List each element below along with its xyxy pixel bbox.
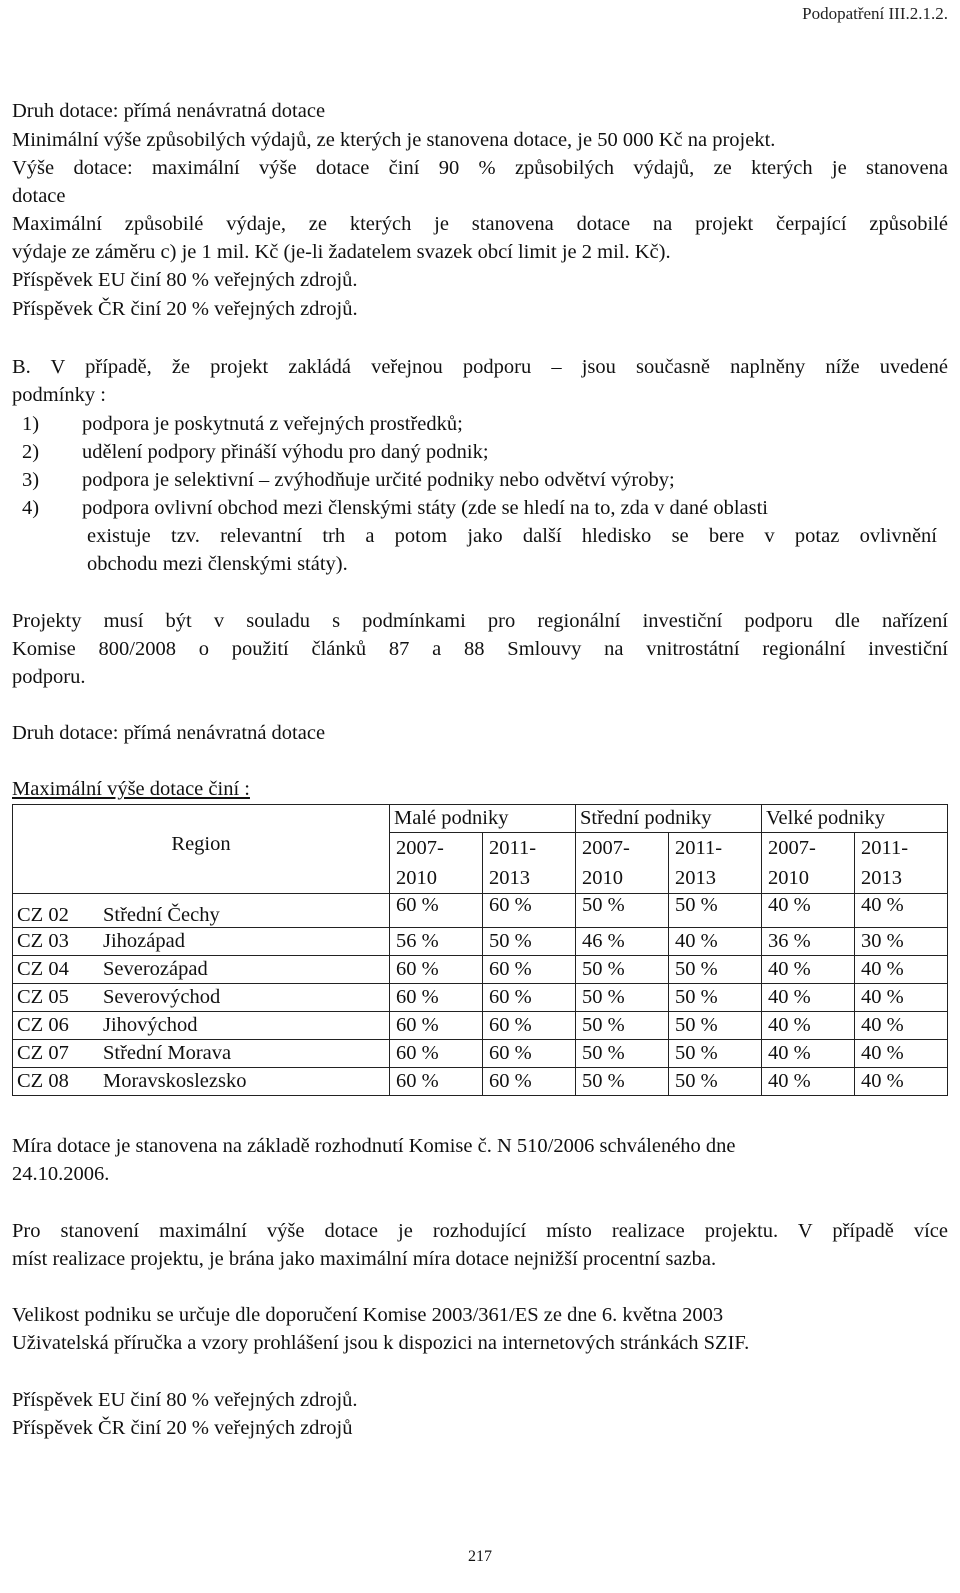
list-item-continuation: existuje tzv. relevantní trh a potom jako další hledisko se bere v potaz ovlivnění [87,525,937,547]
subsidy-type-line-2: Druh dotace: přímá nenávratná dotace [12,722,326,744]
region-code: CZ 08 [13,1068,100,1096]
region-name: Jihozápad [99,928,390,956]
region-name: Moravskoslezsko [99,1068,390,1096]
rate-cell: 60 % [390,984,483,1012]
rate-cell: 50 % [669,1012,762,1040]
table-row [13,1068,948,1096]
rate-cell: 60 % [390,1068,483,1096]
group-header-medium: Střední podniky [576,805,762,833]
rate-cell: 60 % [483,956,576,984]
projects-paragraph-line: Komise 800/2008 o použití článků 87 a 88 Smlouvy na vnitrostátní regionální investiční [12,638,948,660]
rate-cell: 40 % [762,984,855,1012]
region-code: CZ 07 [13,1040,100,1068]
table-row [13,984,948,1012]
rate-cell: 40 % [669,928,762,956]
rate-cell: 60 % [390,1040,483,1068]
period-header: 2011- 2013 [855,833,948,894]
region-code: CZ 03 [13,928,100,956]
group-header-large: Velké podniky [762,805,948,833]
table-row [13,956,948,984]
cr-contribution-line-2: Příspěvek ČR činí 20 % veřejných zdrojů [12,1417,353,1439]
page-number: 217 [468,1548,492,1565]
rate-cell: 50 % [576,984,669,1012]
rate-cell: 50 % [669,984,762,1012]
rate-cell: 60 % [390,956,483,984]
rate-cell: 60 % [483,984,576,1012]
rate-cell: 50 % [576,894,669,928]
subsidy-rates-table [12,804,948,1096]
max-expenses-line-cont: výdaje ze záměru c) je 1 mil. Kč (je-li žadatelem svazek obcí limit je 2 mil. Kč). [12,241,671,263]
group-header-small: Malé podniky [390,805,576,833]
rate-cell: 40 % [762,1068,855,1096]
projects-paragraph-line: Projekty musí být v souladu s podmínkami pro regionální investiční podporu dle nařízení [12,610,948,632]
subsidy-amount-line-cont: dotace [12,185,66,207]
subsidy-type-line: Druh dotace: přímá nenávratná dotace [12,100,326,122]
region-name: Jihovýchod [99,1012,390,1040]
rate-cell: 50 % [669,1040,762,1068]
location-rule-line: Pro stanovení maximální výše dotace je rozhodující místo realizace projektu. V případě více [12,1220,948,1242]
rate-cell: 40 % [762,1040,855,1068]
rate-cell: 40 % [762,956,855,984]
rate-cell: 56 % [390,928,483,956]
region-name: Střední Morava [99,1040,390,1068]
company-size-line: Velikost podniku se určuje dle doporučení Komise 2003/361/ES ze dne 6. května 2003 [12,1304,724,1326]
rate-cell: 46 % [576,928,669,956]
rate-cell: 30 % [855,928,948,956]
list-item: 1) podpora je poskytnutá z veřejných prostředků; [22,413,463,435]
subsidy-amount-line: Výše dotace: maximální výše dotace činí 90 % způsobilých výdajů, ze kterých je stanovena [12,157,948,179]
rate-cell: 60 % [483,1012,576,1040]
region-code: CZ 05 [13,984,100,1012]
rate-basis-line: Míra dotace je stanovena na základě rozhodnutí Komise č. N 510/2006 schváleného dne [12,1135,736,1157]
period-header: 2007- 2010 [576,833,669,894]
rate-cell: 60 % [390,1012,483,1040]
rate-cell: 36 % [762,928,855,956]
rate-cell: 60 % [483,894,576,928]
table-row [13,1012,948,1040]
section-b-intro-cont: podmínky : [12,384,106,406]
rate-cell: 50 % [669,956,762,984]
period-header: 2011- 2013 [669,833,762,894]
max-expenses-line: Maximální způsobilé výdaje, ze kterých je stanovena dotace na projekt čerpající způsobilé [12,213,948,235]
rate-cell: 50 % [669,894,762,928]
min-expenses-line: Minimální výše způsobilých výdajů, ze kterých je stanovena dotace, je 50 000 Kč na projekt. [12,129,776,151]
rate-cell: 40 % [855,1012,948,1040]
region-name: Severozápad [99,956,390,984]
rate-cell: 50 % [576,1040,669,1068]
eu-contribution-line: Příspěvek EU činí 80 % veřejných zdrojů. [12,269,358,291]
rate-cell: 60 % [390,894,483,928]
table-row [13,928,948,956]
projects-paragraph-line: podporu. [12,666,86,688]
rate-cell: 40 % [855,894,948,928]
region-name: Severovýchod [99,984,390,1012]
rate-cell: 50 % [669,1068,762,1096]
rate-cell: 50 % [576,1012,669,1040]
rate-cell: 40 % [855,1068,948,1096]
list-item: 4) podpora ovlivní obchod mezi členskými státy (zde se hledí na to, zda v dané oblasti [22,497,768,519]
rate-cell: 40 % [855,1040,948,1068]
header-reference: Podopatření III.2.1.2. [802,4,948,23]
region-code: CZ 02 [13,894,100,928]
rate-cell: 50 % [576,1068,669,1096]
handbook-line: Uživatelská příručka a vzory prohlášení jsou k dispozici na internetových stránkách SZIF. [12,1332,750,1354]
location-rule-line-cont: míst realizace projektu, je brána jako maximální míra dotace nejnižší procentní sazba. [12,1248,717,1270]
region-code: CZ 04 [13,956,100,984]
rate-cell: 50 % [576,956,669,984]
section-b-intro: B. V případě, že projekt zakládá veřejnou podporu – jsou současně naplněny níže uvedené [12,356,948,378]
rate-cell: 40 % [855,984,948,1012]
eu-contribution-line-2: Příspěvek EU činí 80 % veřejných zdrojů. [12,1389,358,1411]
region-name: Střední Čechy [99,894,390,928]
rate-cell: 60 % [483,1068,576,1096]
list-item-continuation: obchodu mezi členskými státy). [87,553,348,575]
region-header: Region [13,805,390,894]
rate-cell: 40 % [762,1012,855,1040]
rate-cell: 40 % [855,956,948,984]
region-code: CZ 06 [13,1012,100,1040]
cr-contribution-line: Příspěvek ČR činí 20 % veřejných zdrojů. [12,298,358,320]
period-header: 2011- 2013 [483,833,576,894]
period-header: 2007- 2010 [762,833,855,894]
rate-cell: 40 % [762,894,855,928]
period-header: 2007- 2010 [390,833,483,894]
list-item: 3) podpora je selektivní – zvýhodňuje určité podniky nebo odvětví výroby; [22,469,675,491]
rate-cell: 60 % [483,1040,576,1068]
rate-cell: 50 % [483,928,576,956]
table-row [13,1040,948,1068]
rate-basis-line-cont: 24.10.2006. [12,1163,110,1185]
table-row [13,894,948,928]
list-item: 2) udělení podpory přináší výhodu pro daný podnik; [22,441,489,463]
max-subsidy-title: Maximální výše dotace činí : [12,778,250,800]
